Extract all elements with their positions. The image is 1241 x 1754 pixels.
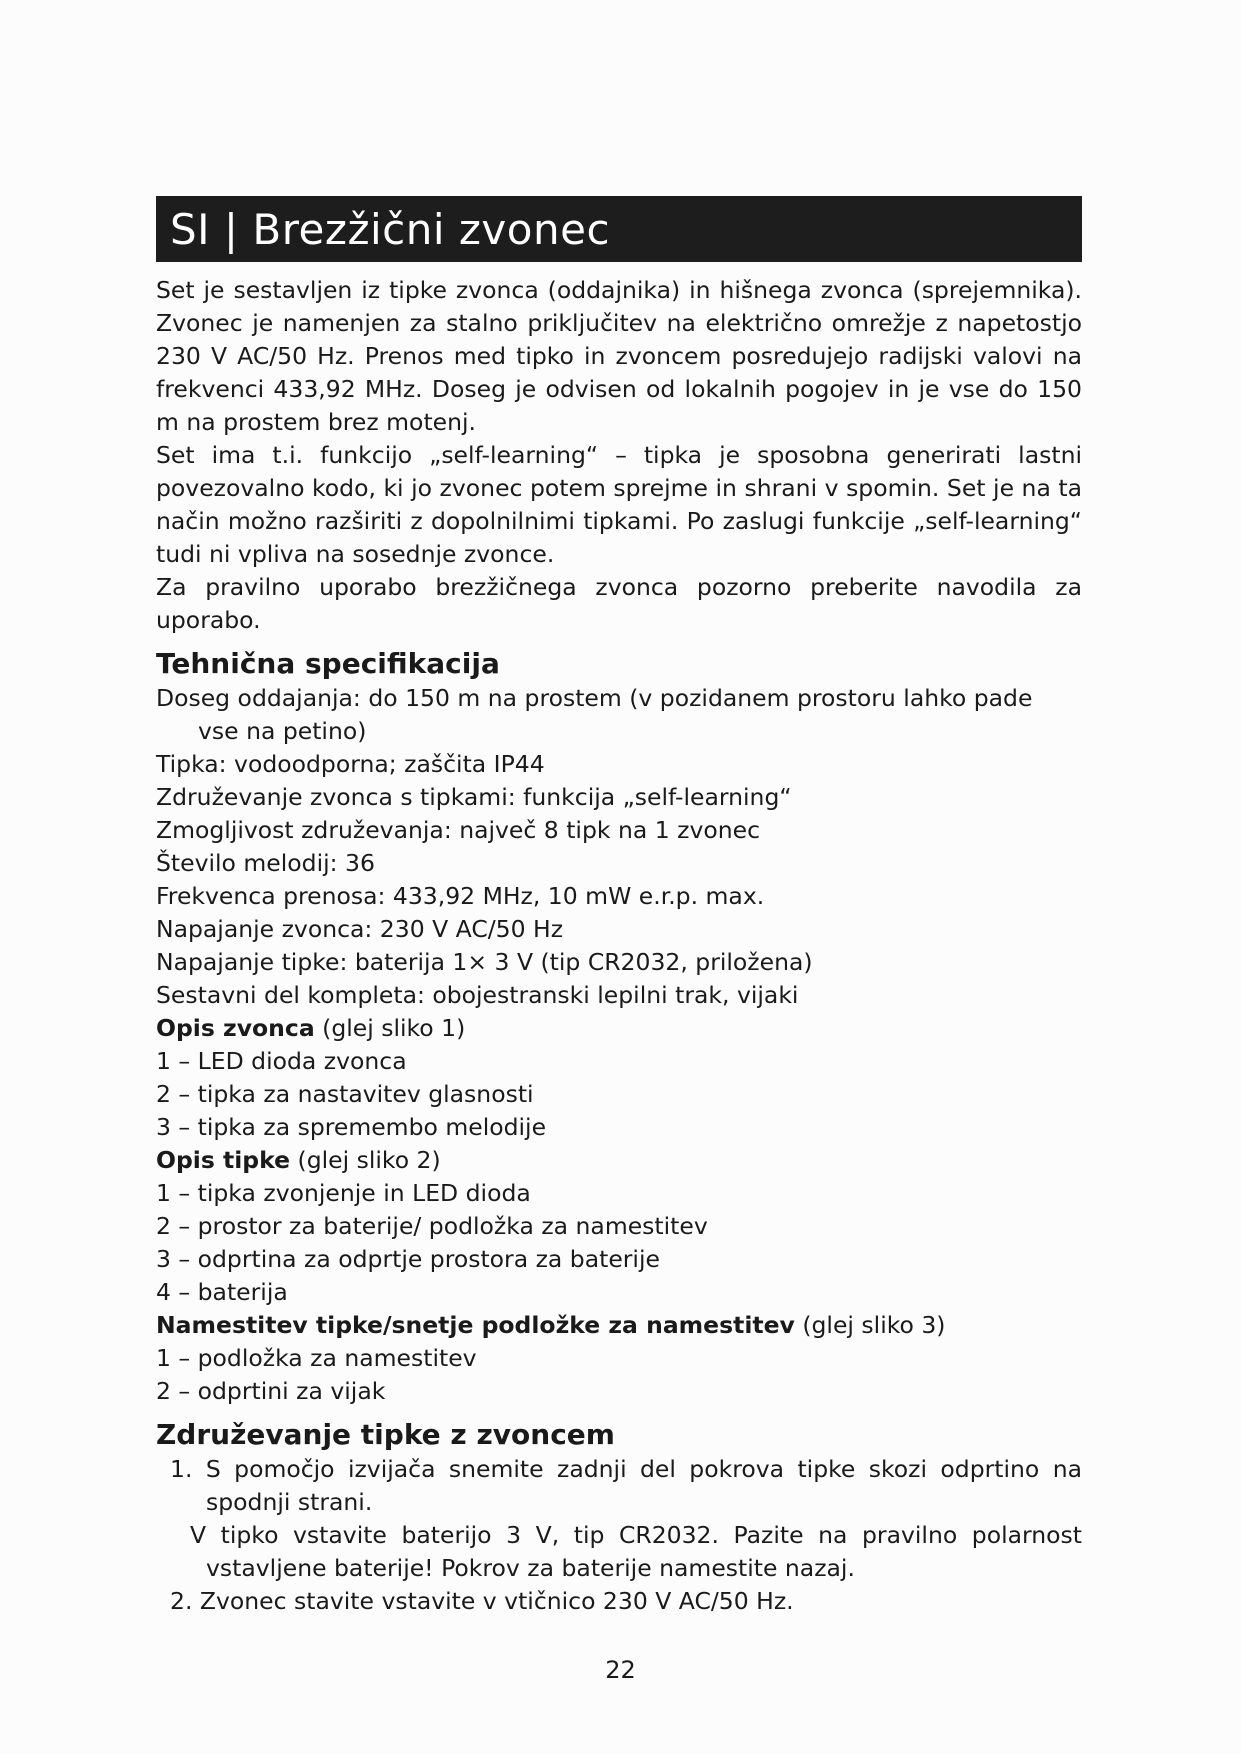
pairing-step-1: 1. S pomočjo izvijača snemite zadnji del pokrova tipke skozi odprtino na spodnji strani. bbox=[170, 1455, 1082, 1516]
button-part-item: 2 – prostor za baterije/ podložka za namestitev bbox=[156, 1212, 708, 1240]
button-part-item: 3 – odprtina za odprtje prostora za baterije bbox=[156, 1245, 660, 1273]
button-description-heading bbox=[156, 1144, 1082, 1177]
bell-description-heading bbox=[156, 1012, 1082, 1045]
section-title: SI | Brezžični zvonec bbox=[170, 204, 611, 254]
spec-item: Zmogljivost združevanja: največ 8 tipk na 1 zvonec bbox=[156, 816, 761, 844]
pairing-step-2: 2. Zvonec stavite vstavite v vtičnico 230 V AC/50 Hz. bbox=[170, 1587, 794, 1615]
intro-paragraph: Set ima t.i. funkcijo „self-learning“ – tipka je sposobna generirati lastni povezovalno kodo, ki jo zvonec potem sprejme in shrani v spomin. Set je na ta način možno razširiti z dopolnilnimi tipkami. Po zaslugi funkcije „self-learning“ tudi ni vpliva na sosednje zvonce. bbox=[156, 441, 1082, 568]
spec-item: Napajanje zvonca: 230 V AC/50 Hz bbox=[156, 915, 564, 943]
spec-item: Napajanje tipke: baterija 1× 3 V (tip CR2032, priložena) bbox=[156, 948, 813, 976]
bell-part-item: 1 – LED dioda zvonca bbox=[156, 1047, 407, 1075]
button-description-label: Opis tipke bbox=[156, 1146, 291, 1174]
page-number: 22 bbox=[605, 1656, 636, 1684]
pairing-heading: Združevanje tipke z zvoncem bbox=[156, 1418, 615, 1451]
spec-range-line: Doseg oddajanja: do 150 m na prostem (v pozidanem prostoru lahko pade bbox=[156, 684, 1033, 712]
spec-item: Tipka: vodoodporna; zaščita IP44 bbox=[156, 750, 545, 778]
spec-item: Sestavni del kompleta: obojestranski lepilni trak, vijaki bbox=[156, 981, 799, 1009]
mount-description-label: Namestitev tipke/snetje podložke za namestitev bbox=[156, 1311, 795, 1339]
page-content bbox=[156, 196, 1082, 1618]
intro-paragraph: Za pravilno uporabo brezžičnega zvonca pozorno preberite navodila za uporabo. bbox=[156, 573, 1082, 634]
button-part-item: 1 – tipka zvonjenje in LED dioda bbox=[156, 1179, 531, 1207]
spec-list bbox=[156, 682, 1082, 1012]
intro-paragraph: Set je sestavljen iz tipke zvonca (oddajnika) in hišnega zvonca (sprejemnika). Zvonec je namenjen za stalno priključitev na električno omrežje z napetostjo 230 V AC/50 Hz. Prenos med tipko in zvoncem posredujejo radijski valovi na frekvenci 433,92 MHz. Doseg je odvisen od lokalnih pogojev in je vse do 150 m na prostem brez motenj. bbox=[156, 276, 1082, 436]
spec-range-continuation: vse na petino) bbox=[198, 717, 367, 745]
mount-description-ref: (glej sliko 3) bbox=[794, 1311, 946, 1339]
spec-item bbox=[156, 682, 1082, 748]
mount-description-heading bbox=[156, 1309, 1082, 1342]
spec-heading: Tehnična specifikacija bbox=[156, 647, 500, 680]
mount-part-item: 2 – odprtini za vijak bbox=[156, 1377, 386, 1405]
section-title-bar bbox=[156, 196, 1082, 262]
button-description-ref: (glej sliko 2) bbox=[290, 1146, 441, 1174]
spec-item: Frekvenca prenosa: 433,92 MHz, 10 mW e.r.p. max. bbox=[156, 882, 765, 910]
spec-item: Združevanje zvonca s tipkami: funkcija „self-learning“ bbox=[156, 783, 792, 811]
button-part-item: 4 – baterija bbox=[156, 1278, 288, 1306]
bell-part-item: 2 – tipka za nastavitev glasnosti bbox=[156, 1080, 534, 1108]
bell-part-item: 3 – tipka za spremembo melodije bbox=[156, 1113, 547, 1141]
bell-description-label: Opis zvonca bbox=[156, 1014, 315, 1042]
pairing-step-1-detail: V tipko vstavite baterijo 3 V, tip CR2032. Pazite na pravilno polarnost vstavljene baterije! Pokrov za baterije namestite nazaj. bbox=[190, 1521, 1082, 1582]
mount-part-item: 1 – podložka za namestitev bbox=[156, 1344, 477, 1372]
body-text bbox=[156, 274, 1082, 1618]
bell-description-ref: (glej sliko 1) bbox=[314, 1014, 466, 1042]
spec-item: Število melodij: 36 bbox=[156, 849, 375, 877]
